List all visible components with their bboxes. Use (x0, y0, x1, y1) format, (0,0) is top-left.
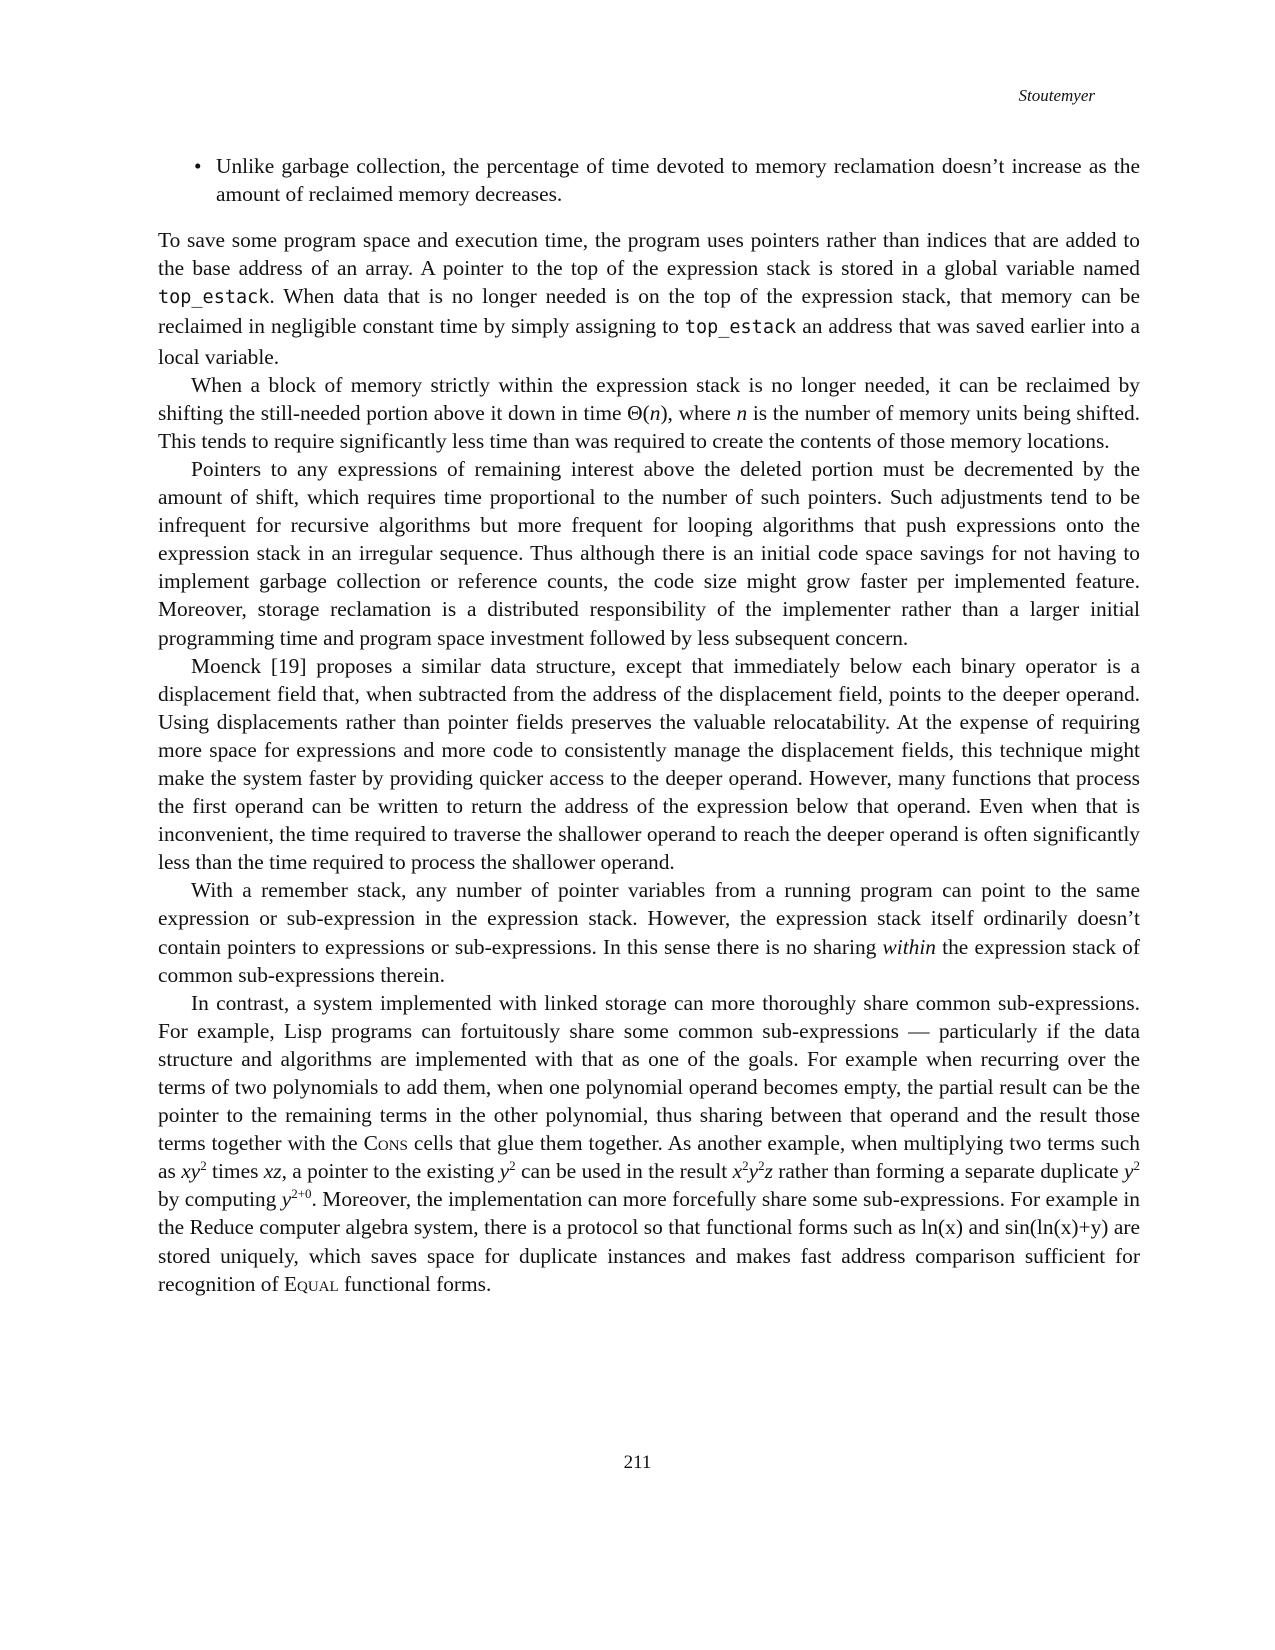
paragraph-linked-storage (158, 989, 1140, 1298)
text-run: When a block of memory strictly within the expression stack is no longer needed, it can be reclaimed by shifting the still-needed portion above it down in time Θ( (158, 372, 1140, 425)
text-run: cells that glue them together. As another example, when multiplying two terms such as (158, 1131, 1140, 1184)
emphasis-within: within (882, 934, 937, 959)
text-run: and (963, 1215, 1005, 1240)
bullet-icon: • (194, 154, 202, 178)
math-term: xy (181, 1159, 201, 1184)
text-run: an address that was saved earlier into a local variable. (158, 314, 1140, 369)
math-term: z (764, 1159, 773, 1184)
text-run: is the number of memory units being shifted. This tends to require significantly less time than was required to create the contents of those memory locations. (158, 400, 1140, 453)
code-top-estack: top_estack (684, 317, 797, 339)
code-top-estack: top_estack (158, 287, 270, 309)
math-var: n (649, 400, 661, 425)
text-run: are stored uniquely, which saves space for duplicate instances and makes fast address comparison sufficient for recognition of (158, 1215, 1140, 1296)
text-run: by computing (158, 1187, 282, 1212)
keyword-cons: Cons (363, 1131, 408, 1156)
paragraph-block-reclaim (158, 371, 1140, 455)
text-run: times (206, 1159, 264, 1184)
keyword-equal: Equal (283, 1271, 339, 1296)
math-exponent: 2 (1133, 1158, 1140, 1174)
text-run: the expression stack of common sub-expressions therein. (158, 934, 1140, 987)
text-run: . Moreover, the implementation can more forcefully share some sub-expressions. For example in the Reduce computer algebra system, there is a protocol so that functional forms such as (158, 1187, 1140, 1240)
text-run: ), where (660, 400, 737, 425)
body-text (158, 152, 1140, 1298)
bullet-item (158, 152, 1140, 208)
math-exponent: 2+0 (291, 1186, 312, 1202)
text-run: To save some program space and execution time, the program uses pointers rather than indices that are added to the base address of an array. A pointer to the top of the expression stack is stored in a global variable named (158, 228, 1140, 281)
math-var: n (736, 400, 748, 425)
text-run: rather than forming a separate duplicate (772, 1159, 1124, 1184)
text-run: functional forms. (338, 1271, 492, 1296)
paragraph-moenck: Moenck [19] proposes a similar data structure, except that immediately below each binary operator is a displacement field that, when subtracted from the address of the displacement field, points to the deeper operand. Using displacements rather than pointer fields preserves the valuable relocatability. At the expense of requiring more space for expressions and more code to consistently manage the displacement fields, this technique might make the system faster by providing quicker access to the deeper operand. However, many functions that process the first operand can be written to return the address of the expression below that operand. Even when that is inconvenient, the time required to traverse the shallower operand to reach the deeper operand is often significantly less than the time required to process the shallower operand. (158, 653, 1140, 875)
math-term: xz (263, 1159, 282, 1184)
math-exponent: 2 (200, 1158, 207, 1174)
math-function: sin(ln(x)+y) (1004, 1215, 1109, 1240)
math-exponent: 2 (758, 1158, 765, 1174)
paragraph-pointer-adjust: Pointers to any expressions of remaining interest above the deleted portion must be decremented by the amount of shift, which requires time proportional to the number of such pointers. Such adjustments tend to be infrequent for recursive algorithms but more frequent for looping algorithms that push expressions onto the expression stack in an irregular sequence. Thus although there is an initial code space savings for not having to implement garbage collection or reference counts, the code size might grow faster per implemented feature. Moreover, storage reclamation is a distributed responsibility of the implementer rather than a larger initial programming time and program space investment followed by less subsequent concern. (158, 456, 1140, 650)
text-run: , a pointer to the existing (281, 1159, 500, 1184)
text-run: can be used in the result (515, 1159, 733, 1184)
paragraph-pointers (158, 226, 1140, 370)
text-run: With a remember stack, any number of pointer variables from a running program can point to the same expression or sub-expression in the expression stack. However, the expression stack itself ordinarily doesn’t contain pointers to expressions or sub-expressions. In this sense there is no sharing (158, 878, 1140, 959)
text-run: In contrast, a system implemented with linked storage can more thoroughly share common sub-expressions. For example, Lisp programs can fortuitously share some common sub-expressions — particularly if the data structure and algorithms are implemented with that as one of the goals. For example when recurring over the terms of two polynomials to add them, when one polynomial operand becomes empty, the partial result can be the pointer to the remaining terms in the other polynomial, thus sharing between that operand and the result those terms together with the (158, 990, 1140, 1156)
running-head-author: Stoutemyer (1018, 86, 1095, 105)
math-exponent: 2 (742, 1158, 749, 1174)
math-term: y (1124, 1159, 1134, 1184)
math-exponent: 2 (509, 1158, 516, 1174)
math-term: x (732, 1159, 743, 1184)
bullet-text: Unlike garbage collection, the percentage of time devoted to memory reclamation doesn’t increase as the amount of reclaimed memory decreases. (216, 154, 1140, 207)
math-term: y (748, 1159, 759, 1184)
text-run: . When data that is no longer needed is on the top of the expression stack, that memory can be reclaimed in negligible constant time by simply assigning to (158, 284, 1140, 339)
math-term: y (281, 1187, 292, 1212)
paragraph-remember-stack (158, 876, 1140, 988)
math-term: y (499, 1159, 510, 1184)
page-number: 211 (623, 1452, 652, 1473)
math-function: ln(x) (921, 1215, 963, 1240)
